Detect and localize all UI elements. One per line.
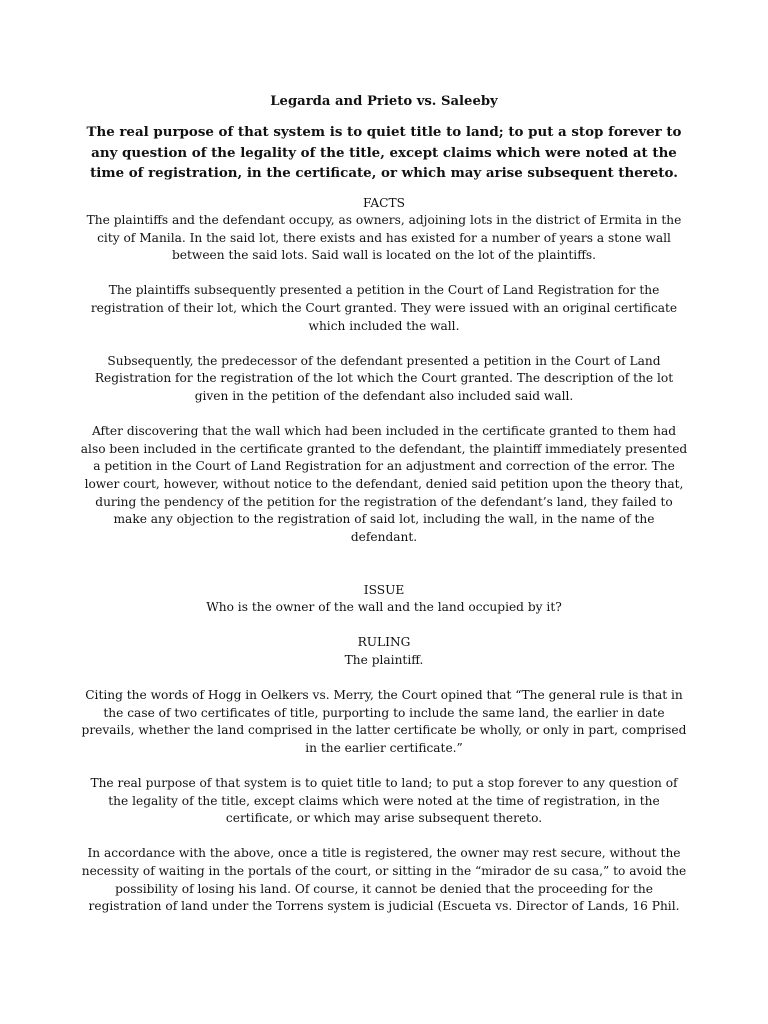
issue-heading: ISSUE	[363, 582, 405, 597]
document-page	[80, 92, 688, 916]
ruling-paragraph: Citing the words of Hogg in Oelkers vs. Merry, the Court opined that “The general rule is that in the case of two certificates of title, purporting to include the same land, the earlier in date prevails, whether the land comprised in the latter certificate be wholly, or only in part, comprised in the earlier certificate.”	[81, 688, 687, 755]
doctrine-statement: The real purpose of that system is to quiet title to land; to put a stop forever to any question of the legality of the title, except claims which were noted at the time of registration, in the certificate, or which may arise subsequent thereto.	[86, 124, 682, 181]
ruling-heading: RULING	[357, 635, 411, 650]
facts-heading: FACTS	[362, 195, 405, 210]
facts-paragraph: The plaintiffs and the defendant occupy, as owners, adjoining lots in the district of Ermita in the city of Manila. In the said lot, there exists and has existed for a number of years a stone wall between the said lots. Said wall is located on the lot of the plaintiffs.	[86, 213, 682, 263]
facts-paragraph: The plaintiffs subsequently presented a petition in the Court of Land Registration for the registration of their lot, which the Court granted. They were issued with an original certificate which included the wall.	[90, 283, 678, 333]
case-title: Legarda and Prieto vs. Saleeby	[270, 94, 498, 109]
ruling-paragraph: The real purpose of that system is to quiet title to land; to put a stop forever to any question of the legality of the title, except claims which were noted at the time of registration, in the certificate, or which may arise subsequent thereto.	[90, 776, 678, 826]
ruling-paragraph: In accordance with the above, once a title is registered, the owner may rest secure, without the necessity of waiting in the portals of the court, or sitting in the “mirador de su casa,” to avoid the possibility of losing his land. Of course, it cannot be denied that the proceeding for the registration of land under the Torrens system is judicial (Escueta vs. Director of Lands, 16 Phil.	[81, 846, 687, 914]
facts-paragraph: After discovering that the wall which had been included in the certificate granted to them had also been included in the certificate granted to the defendant, the plaintiff immediately presented a petition in the Court of Land Registration for an adjustment and correction of the error. The lower court, however, without notice to the defendant, denied said petition upon the theory that, during the pendency of the petition for the registration of the defendant’s land, they failed to make any objection to the registration of said lot, including the wall, in the name of the defendant.	[80, 424, 688, 544]
facts-paragraph: Subsequently, the predecessor of the defendant presented a petition in the Court of Land Registration for the registration of the lot which the Court granted. The description of the lot given in the petition of the defendant also included said wall.	[94, 353, 674, 404]
ruling-answer: The plaintiff.	[344, 652, 424, 667]
issue-text: Who is the owner of the wall and the land occupied by it?	[206, 600, 562, 615]
section-spacer	[80, 564, 688, 582]
